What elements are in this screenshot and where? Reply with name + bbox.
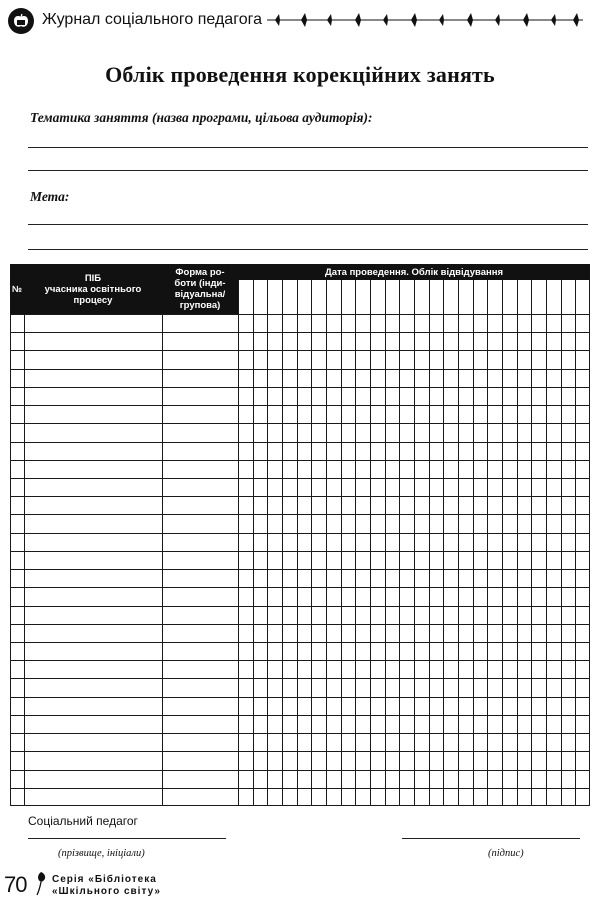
goal-line[interactable] xyxy=(28,249,588,250)
series-line-2: «Шкільного світу» xyxy=(52,886,161,897)
vine-ornament-icon xyxy=(265,8,585,32)
apple-book-icon xyxy=(8,8,34,34)
signature-caption: (підпис) xyxy=(488,848,524,859)
series-line-1: Серія «Бібліотека xyxy=(52,874,157,885)
header-dates: Дата проведення. Облік відвідування xyxy=(238,264,590,280)
goal-line[interactable] xyxy=(28,224,588,225)
header-number: № xyxy=(10,264,24,314)
goal-label: Мета: xyxy=(30,189,70,204)
signature-line[interactable] xyxy=(402,838,580,839)
topic-line[interactable] xyxy=(28,170,588,171)
role-label: Соціальний педагог xyxy=(28,814,138,828)
header-name: ПІБ учасника освітнього процесу xyxy=(24,264,162,314)
attendance-table xyxy=(10,264,590,806)
page-number: 70 xyxy=(4,872,27,897)
journal-title: Журнал соціального педагога xyxy=(42,11,262,28)
topic-line[interactable] xyxy=(28,147,588,148)
document-title: Облік проведення корекційних занять xyxy=(105,62,495,87)
page-header xyxy=(0,0,600,40)
name-line[interactable] xyxy=(28,838,226,839)
leaf-icon xyxy=(34,870,48,896)
header-form: Форма ро- боти (інди- відуальна/ групова) xyxy=(162,264,238,314)
topic-label: Тематика заняття (назва програми, цільова аудиторія): xyxy=(30,110,373,125)
table-grid xyxy=(10,264,590,806)
name-caption: (прізвище, ініціали) xyxy=(58,848,145,859)
